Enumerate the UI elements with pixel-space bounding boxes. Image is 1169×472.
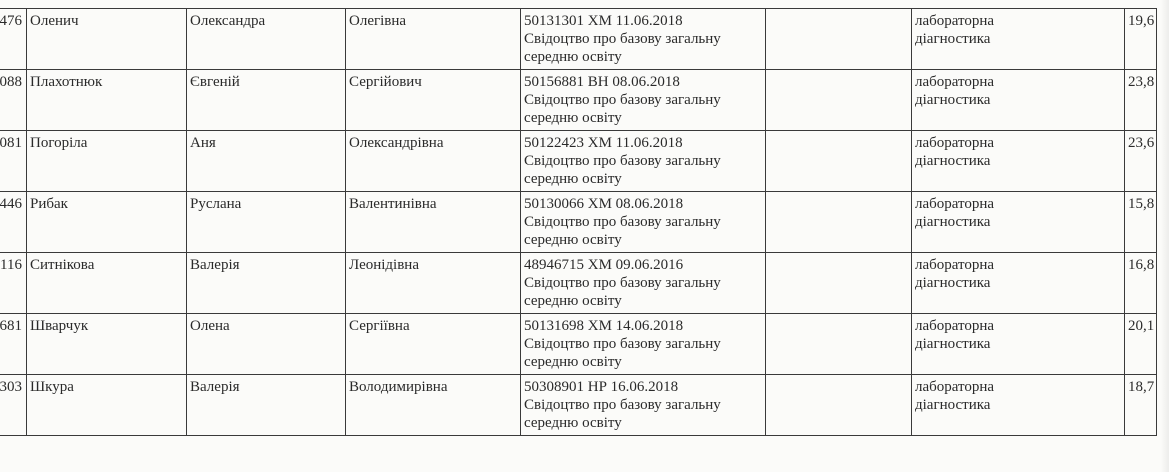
- row-id-cell: 476: [0, 9, 27, 70]
- score-cell: 16,8: [1125, 253, 1157, 314]
- document-line: 50131698 ХМ 14.06.2018: [524, 318, 684, 334]
- specialty-line: діагностика: [915, 153, 991, 169]
- document-line: середню освіту: [524, 49, 622, 65]
- table-row: [0, 131, 1157, 192]
- document-line: 50130066 ХМ 08.06.2018: [524, 196, 684, 212]
- specialty-cell: [912, 314, 1125, 375]
- document-line: Свідоцтво про базову загальну: [524, 153, 721, 169]
- page-edge-shadow: [1161, 0, 1169, 472]
- row-id-cell: 116: [0, 253, 27, 314]
- specialty-cell: [912, 253, 1125, 314]
- patronymic-cell: Леонідівна: [346, 253, 521, 314]
- patronymic-cell: Володимирівна: [346, 375, 521, 436]
- patronymic-cell: Валентинівна: [346, 192, 521, 253]
- specialty-line: лабораторна: [915, 379, 995, 395]
- table-row: [0, 253, 1157, 314]
- document-cell: [521, 314, 766, 375]
- document-line: середню освіту: [524, 171, 622, 187]
- surname-cell: Погоріла: [27, 131, 187, 192]
- score-cell: 20,1: [1125, 314, 1157, 375]
- table-row: [0, 70, 1157, 131]
- document-line: Свідоцтво про базову загальну: [524, 31, 721, 47]
- first-name-cell: Аня: [187, 131, 346, 192]
- specialty-cell: [912, 192, 1125, 253]
- specialty-line: лабораторна: [915, 318, 995, 334]
- surname-cell: Плахотнюк: [27, 70, 187, 131]
- first-name-cell: Валерія: [187, 375, 346, 436]
- table-row: [0, 192, 1157, 253]
- document-line: Свідоцтво про базову загальну: [524, 336, 721, 352]
- document-line: 48946715 ХМ 09.06.2016: [524, 257, 684, 273]
- specialty-line: діагностика: [915, 397, 991, 413]
- first-name-cell: Олександра: [187, 9, 346, 70]
- document-cell: [521, 192, 766, 253]
- surname-cell: Ситнікова: [27, 253, 187, 314]
- specialty-line: лабораторна: [915, 13, 995, 29]
- specialty-line: діагностика: [915, 214, 991, 230]
- document-line: 50156881 ВН 08.06.2018: [524, 74, 680, 90]
- score-cell: 18,7: [1125, 375, 1157, 436]
- table-body: [0, 9, 1157, 436]
- specialty-line: діагностика: [915, 336, 991, 352]
- patronymic-cell: Сергійович: [346, 70, 521, 131]
- patronymic-cell: Олегівна: [346, 9, 521, 70]
- table-row: [0, 9, 1157, 70]
- document-line: 50131301 ХМ 11.06.2018: [524, 13, 683, 29]
- document-line: середню освіту: [524, 415, 622, 431]
- surname-cell: Шкура: [27, 375, 187, 436]
- specialty-cell: [912, 131, 1125, 192]
- table-row: [0, 314, 1157, 375]
- first-name-cell: Руслана: [187, 192, 346, 253]
- specialty-line: лабораторна: [915, 257, 995, 273]
- empty-cell: [766, 192, 912, 253]
- patronymic-cell: Сергіївна: [346, 314, 521, 375]
- specialty-line: діагностика: [915, 92, 991, 108]
- empty-cell: [766, 375, 912, 436]
- specialty-line: лабораторна: [915, 196, 995, 212]
- document-cell: [521, 253, 766, 314]
- empty-cell: [766, 131, 912, 192]
- specialty-cell: [912, 70, 1125, 131]
- document-line: Свідоцтво про базову загальну: [524, 92, 721, 108]
- row-id-cell: 081: [0, 131, 27, 192]
- empty-cell: [766, 253, 912, 314]
- document-line: середню освіту: [524, 293, 622, 309]
- score-cell: 23,8: [1125, 70, 1157, 131]
- score-cell: 15,8: [1125, 192, 1157, 253]
- specialty-cell: [912, 375, 1125, 436]
- document-line: середню освіту: [524, 232, 622, 248]
- row-id-cell: 303: [0, 375, 27, 436]
- document-cell: [521, 131, 766, 192]
- specialty-cell: [912, 9, 1125, 70]
- document-line: Свідоцтво про базову загальну: [524, 214, 721, 230]
- score-cell: 23,6: [1125, 131, 1157, 192]
- specialty-line: діагностика: [915, 275, 991, 291]
- document-line: середню освіту: [524, 354, 622, 370]
- document-line: 50122423 ХМ 11.06.2018: [524, 135, 683, 151]
- empty-cell: [766, 314, 912, 375]
- surname-cell: Шварчук: [27, 314, 187, 375]
- patronymic-cell: Олександрівна: [346, 131, 521, 192]
- document-line: Свідоцтво про базову загальну: [524, 397, 721, 413]
- row-id-cell: 446: [0, 192, 27, 253]
- first-name-cell: Олена: [187, 314, 346, 375]
- specialty-line: діагностика: [915, 31, 991, 47]
- document-line: 50308901 НР 16.06.2018: [524, 379, 679, 395]
- document-cell: [521, 375, 766, 436]
- first-name-cell: Валерія: [187, 253, 346, 314]
- document-line: середню освіту: [524, 110, 622, 126]
- applicants-table: [0, 8, 1157, 436]
- table-row: [0, 375, 1157, 436]
- surname-cell: Оленич: [27, 9, 187, 70]
- surname-cell: Рибак: [27, 192, 187, 253]
- score-cell: 19,6: [1125, 9, 1157, 70]
- first-name-cell: Євгеній: [187, 70, 346, 131]
- row-id-cell: 681: [0, 314, 27, 375]
- empty-cell: [766, 9, 912, 70]
- empty-cell: [766, 70, 912, 131]
- row-id-cell: 088: [0, 70, 27, 131]
- document-line: Свідоцтво про базову загальну: [524, 275, 721, 291]
- document-cell: [521, 9, 766, 70]
- specialty-line: лабораторна: [915, 135, 995, 151]
- specialty-line: лабораторна: [915, 74, 995, 90]
- document-cell: [521, 70, 766, 131]
